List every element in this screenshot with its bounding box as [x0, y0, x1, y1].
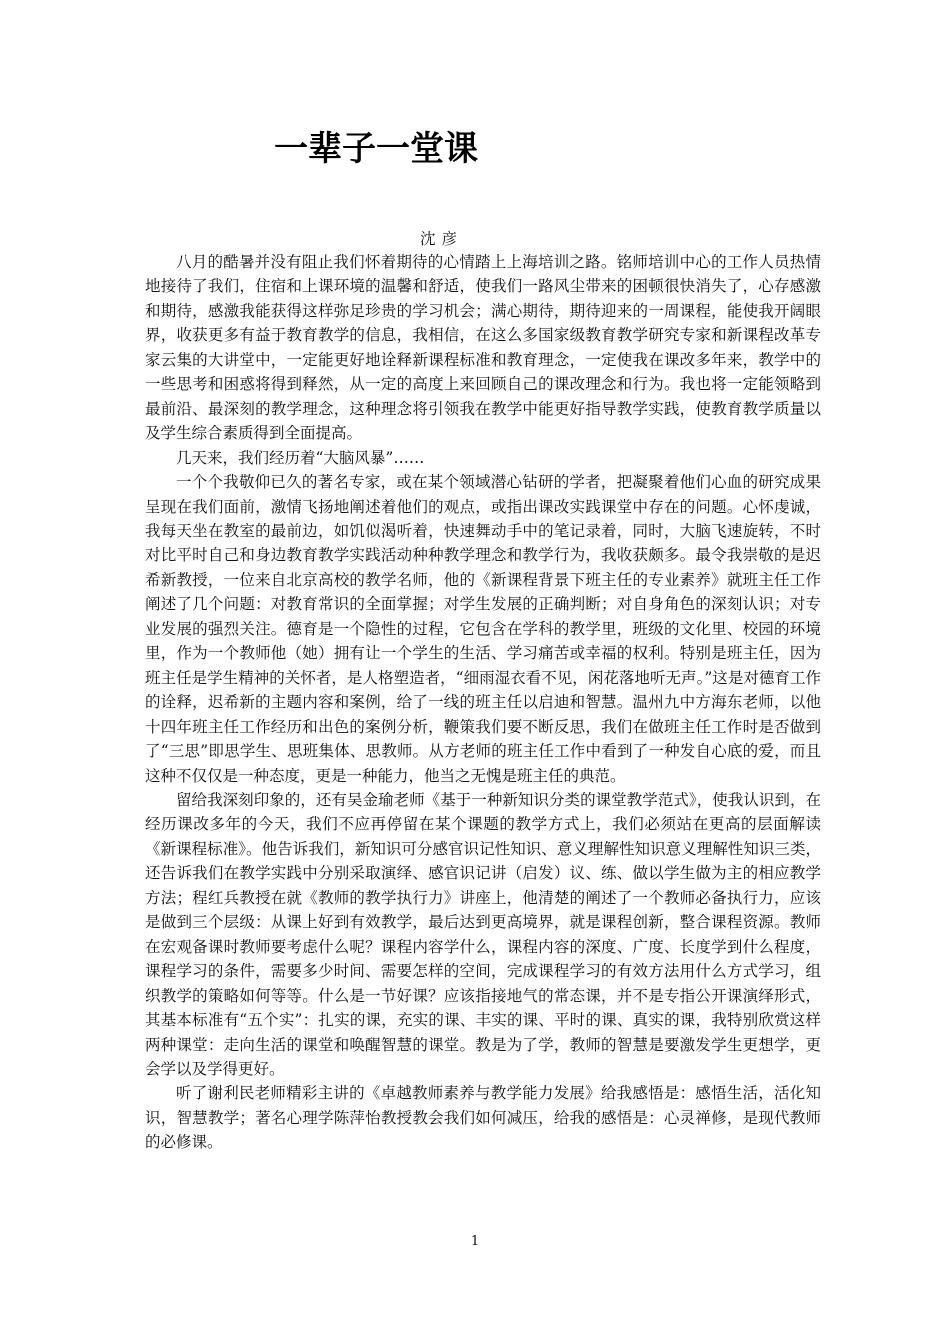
document-title: 一辈子一堂课	[274, 129, 478, 169]
paragraph-1: 八月的酷暑并没有阻止我们怀着期待的心情踏上上海培训之路。铭师培训中心的工作人员热情地接待了我们，住宿和上课环境的温馨和舒适，使我们一路风尘带来的困顿很快消失了，心存感激和期待，感激我能获得这样弥足珍贵的学习机会；满心期待，期待迎来的一周课程，能使我开阔眼界，收获更多有益于教育教学的信息，我相信，在这么多国家级教育教学研究专家和新课程改革专家云集的大讲堂中，一定能更好地诠释新课程标准和教育理念，一定使我在课改多年来，教学中的一些思考和困惑将得到释然，从一定的高度上来回顾自己的课改理念和行为。我也将一定能领略到最前沿、最深刻的教学理念，这种理念将引领我在教学中能更好指导教学实践，使教育教学质量以及学生综合素质得到全面提高。	[145, 253, 821, 443]
page-number: 1	[470, 1234, 480, 1249]
paragraph-4: 留给我深刻印象的，还有吴金瑜老师《基于一种新知识分类的课堂教学范式》，使我认识到，在经历课改多年的今天，我们不应再停留在某个课题的教学方式上，我们必须站在更高的层面解读《新课程标准》。他告诉我们，新知识可分感官识记性知识、意义理解性知识意义理解性知识三类，还告诉我们在教学实践中分别采取演绎、感官识记讲（启发）议、练、做以学生做为主的相应教学方法；程红兵教授在就《教师的教学执行力》讲座上，他清楚的阐述了一个教师必备执行力，应该是做到三个层级：从课上好到有效教学，最后达到更高境界，就是课程创新，整合课程资源。教师在宏观备课时教师要考虑什么呢？课程内容学什么，课程内容的深度、广度、长度学到什么程度，课程学习的条件，需要多少时间、需要怎样的空间，完成课程学习的有效方法用什么方式学习，组织教学的策略如何等等。什么是一节好课？应该指接地气的常态课，并不是专指公开课演绎形式，其基本标准有“五个实”：扎实的课，充实的课、丰实的课、平时的课、真实的课，我特别欣赏这样两种课堂：走向生活的课堂和唤醒智慧的课堂。教是为了学，教师的智慧是要激发学生更想学，更会学以及学得更好。	[145, 790, 821, 1078]
paragraph-2: 几天来，我们经历着“大脑风暴”……	[176, 448, 425, 467]
document-body	[145, 250, 821, 1155]
author-name: 沈彦	[420, 230, 464, 248]
paragraph-3: 一个个我敬仰已久的著名专家，或在某个领域潜心钻研的学者，把凝聚着他们心血的研究成果呈现在我们面前，激情飞扬地阐述着他们的观点，或指出课改实践课堂中存在的问题。心怀虔诚，我每天坐在教室的最前边，如饥似渴听着，快速舞动手中的笔记录着，同时，大脑飞速旋转，不时对比平时自己和身边教育教学实践活动种种教学理念和教学行为，我收获颇多。最令我崇敬的是迟希新教授，一位来自北京高校的教学名师，他的《新课程背景下班主任的专业素养》就班主任工作阐述了几个问题：对教育常识的全面掌握；对学生发展的正确判断；对自身角色的深刻认识；对专业发展的强烈关注。德育是一个隐性的过程，它包含在学科的教学里，班级的文化里、校园的环境里，作为一个教师他（她）拥有让一个学生的生活、学习痛苦或幸福的权利。特别是班主任，因为班主任是学生精神的关怀者，是人格塑造者，“细雨湿衣看不见，闲花落地听无声。”这是对德育工作的诠释，迟希新的主题内容和案例，给了一线的班主任以启迪和智慧。温州九中方海东老师，以他十四年班主任工作经历和出色的案例分析，鞭策我们要不断反思，我们在做班主任工作时是否做到了“三思”即思学生、思班集体、思教师。从方老师的班主任工作中看到了一种发自心底的爱，而且这种不仅仅是一种态度，更是一种能力，他当之无愧是班主任的典范。	[145, 473, 821, 785]
paragraph-5: 听了谢利民老师精彩主讲的《卓越教师素养与教学能力发展》给我感悟是：感悟生活，活化知识，智慧教学；著名心理学陈萍怡教授教会我们如何减压，给我的感悟是：心灵禅修，是现代教师的必修课。	[145, 1084, 821, 1152]
